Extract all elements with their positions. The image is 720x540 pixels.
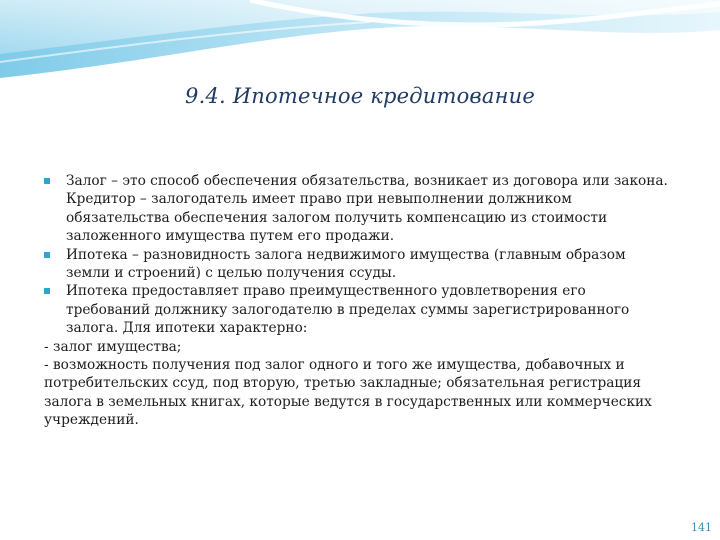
header-wave-decoration	[0, 0, 720, 80]
bullet-item	[44, 172, 672, 246]
plain-line: - залог имущества;	[44, 338, 182, 355]
bullet-item	[44, 282, 672, 337]
square-bullet-icon	[44, 178, 50, 184]
plain-line: - возможность получения под залог одного и того же имущества, добавочных и потребительских ссуд, под вторую, третью закладные; обязательная регистрация залога в земельных книгах, которые ведутся в государственных или коммерческих учреждений.	[44, 357, 652, 429]
page-number: 141	[691, 521, 712, 534]
slide-title: 9.4. Ипотечное кредитование	[185, 84, 535, 108]
slide-body	[44, 172, 672, 430]
bullet-text: Ипотека – разновидность залога недвижимого имущества (главным образом земли и строений) с целью получения ссуды.	[66, 246, 626, 282]
square-bullet-icon	[44, 252, 50, 258]
square-bullet-icon	[44, 288, 50, 294]
bullet-text: Залог – это способ обеспечения обязательства, возникает из договора или закона. Кредитор – залогодатель имеет право при невыполнении должником обязательства обеспечения залогом получить компенсацию из стоимости заложенного имущества путем его продажи.	[66, 173, 668, 245]
bullet-text: Ипотека предоставляет право преимущественного удовлетворения его требований должнику залогодателю в пределах суммы зарегистрированного залога. Для ипотеки характерно:	[66, 283, 630, 337]
bullet-item	[44, 246, 672, 283]
